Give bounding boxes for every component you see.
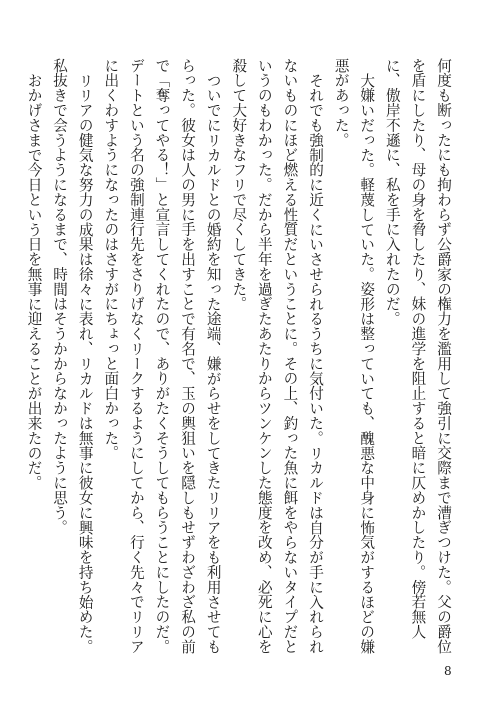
- paragraph-6: おかげさまで今日という日を無事に迎えることが出来たのだ。: [25, 72, 43, 490]
- paragraph-4: ついでにリカルドとの婚約を知った途端、嫌がらせをしてきたリリアをも利用させてもらった。彼女は人の男に手を出すことで有名で、玉の輿狙いを隠しもせずわざわざ私の前で「奪ってやる！」と宣言してくれたので、ありがたくそうしてもらうことにしたのだ。デートという名の強制連行先をさりげなくリークするようにしてから、行く先々でリリアに出くわすようになったのはさすがにちょっと面白かった。: [102, 58, 222, 654]
- vertical-text-body: [25, 58, 456, 654]
- paragraph-1: 何度も断ったにも拘わらず公爵家の権力を濫用して強引に交際まで漕ぎつけた。父の爵位を盾にしたり、母の身を脅したり、妹の進学を阻止すると暗に仄めかしたり。傍若無人に、傲岸不遜に、私を手に入れたのだ。: [383, 58, 452, 654]
- paragraph-3: それでも強制的に近くにいさせられるうちに気付いた。リカルドは自分が手に入れられないものにほど燃える性質だということに。その上、釣った魚に餌をやらないタイプだというのもわかった。だから半年を過ぎたあたりからツンケンした態度を改め、必死に心を殺して大好きなフリで尽くしてきた。: [230, 58, 325, 654]
- paragraph-2: 大嫌いだった。軽蔑していた。姿形は整っていても、醜悪な中身に怖気がするほどの嫌悪があった。: [332, 58, 376, 654]
- paragraph-5: リリアの健気な努力の成果は徐々に表れ、リカルドは無事に彼女に興味を持ち始めた。私抜きで会うようになるまで、時間はそうかからなかったように思う。: [51, 58, 94, 654]
- page-number: 8: [444, 664, 452, 678]
